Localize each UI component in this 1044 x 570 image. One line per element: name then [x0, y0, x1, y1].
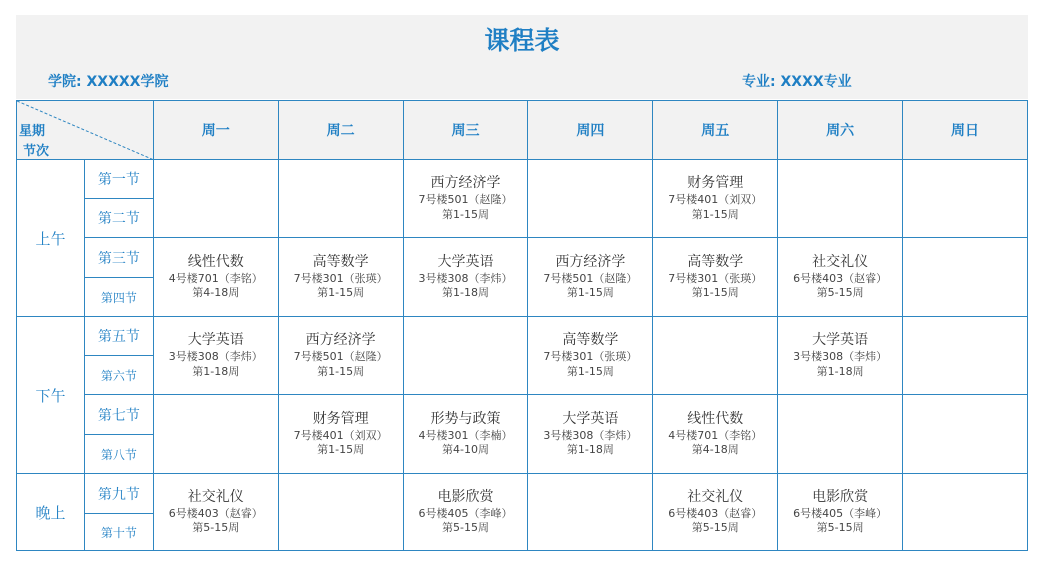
cell-sat-p910: [778, 474, 903, 551]
day-header-sat: 周六: [778, 101, 903, 160]
cell-fri-p78: [653, 395, 778, 474]
course-name: 高等数学: [562, 332, 619, 349]
major-info: [742, 71, 852, 91]
course-location: 7号楼301（张瑛）: [543, 350, 638, 364]
period-4: 第四节: [84, 278, 153, 317]
cell-fri-p12: [653, 160, 778, 238]
course-weeks: 第1-15周: [691, 286, 739, 300]
course-location: 7号楼501（赵隆）: [293, 350, 388, 364]
course-entry: [279, 410, 403, 459]
course-entry: [528, 410, 652, 459]
course-weeks: 第1-18周: [442, 286, 490, 300]
cell-fri-p910: [653, 474, 778, 551]
course-entry: [154, 488, 278, 537]
segment-afternoon: 下午: [17, 317, 85, 474]
course-location: 6号楼403（赵睿）: [168, 506, 263, 520]
course-entry: [154, 331, 278, 380]
course-name: 高等数学: [687, 253, 744, 270]
course-location: 7号楼501（赵隆）: [418, 193, 513, 207]
course-weeks: 第1-15周: [566, 364, 614, 378]
day-header-wed: 周三: [403, 101, 528, 160]
course-weeks: 第5-15周: [442, 521, 490, 535]
course-name: 大学英语: [437, 253, 494, 270]
college-value: XXXXX学院: [86, 74, 169, 90]
course-location: 6号楼403（赵睿）: [668, 506, 763, 520]
course-weeks: 第4-10周: [442, 443, 490, 457]
corner-period-label: 节次: [23, 144, 50, 159]
course-entry: [404, 174, 528, 223]
course-entry: [279, 331, 403, 380]
course-entry: [528, 331, 652, 380]
period-3: 第三节: [84, 238, 153, 278]
cell-sun-p34: [903, 238, 1028, 317]
course-location: 6号楼405（李峰）: [793, 506, 888, 520]
cell-mon-p34: [153, 238, 278, 317]
table-row: [17, 317, 1028, 356]
course-weeks: 第1-15周: [566, 286, 614, 300]
course-location: 3号楼308（李炜）: [543, 428, 638, 442]
cell-mon-p56: [153, 317, 278, 395]
period-5: 第五节: [84, 317, 153, 356]
course-name: 线性代数: [687, 410, 744, 427]
course-weeks: 第1-18周: [192, 364, 240, 378]
cell-wed-p78: [403, 395, 528, 474]
course-location: 3号楼308（李炜）: [418, 271, 513, 285]
day-header-tue: 周二: [278, 101, 403, 160]
course-location: 3号楼308（李炜）: [793, 350, 888, 364]
corner-cell: [17, 101, 154, 160]
course-name: 社交礼仪: [187, 488, 244, 505]
cell-wed-p34: [403, 238, 528, 317]
course-entry: [778, 488, 902, 537]
course-name: 西方经济学: [430, 175, 501, 192]
cell-mon-p910: [153, 474, 278, 551]
course-location: 6号楼405（李峰）: [418, 506, 513, 520]
course-weeks: 第1-15周: [317, 443, 365, 457]
cell-tue-p34: [278, 238, 403, 317]
day-header-fri: 周五: [653, 101, 778, 160]
course-entry: [404, 410, 528, 459]
period-9: 第九节: [84, 474, 153, 514]
course-weeks: 第4-18周: [691, 443, 739, 457]
course-entry: [653, 253, 777, 302]
segment-morning: 上午: [17, 160, 85, 317]
course-weeks: 第4-18周: [192, 286, 240, 300]
period-6: 第六节: [84, 356, 153, 395]
cell-sat-p12: [778, 160, 903, 238]
course-name: 社交礼仪: [812, 253, 869, 270]
schedule-table: [16, 100, 1028, 551]
cell-sun-p78: [903, 395, 1028, 474]
course-name: 西方经济学: [305, 332, 376, 349]
course-name: 高等数学: [312, 253, 369, 270]
course-location: 7号楼401（刘双）: [668, 193, 763, 207]
college-info: [48, 71, 168, 91]
course-location: 7号楼401（刘双）: [293, 428, 388, 442]
table-row: [17, 238, 1028, 278]
course-entry: [154, 253, 278, 302]
cell-sun-p56: [903, 317, 1028, 395]
period-7: 第七节: [84, 395, 153, 435]
cell-fri-p34: [653, 238, 778, 317]
table-row: [17, 160, 1028, 199]
course-name: 形势与政策: [430, 410, 501, 427]
cell-tue-p910: [278, 474, 403, 551]
course-weeks: 第5-15周: [192, 521, 240, 535]
day-header-thu: 周四: [528, 101, 653, 160]
course-weeks: 第1-15周: [317, 286, 365, 300]
course-weeks: 第1-15周: [691, 207, 739, 221]
course-location: 4号楼701（李铭）: [668, 428, 763, 442]
timetable-header: [16, 15, 1028, 99]
course-location: 3号楼308（李炜）: [168, 350, 263, 364]
course-entry: [653, 410, 777, 459]
period-1: 第一节: [84, 160, 153, 199]
cell-wed-p910: [403, 474, 528, 551]
major-value: XXXX专业: [780, 74, 852, 90]
cell-tue-p56: [278, 317, 403, 395]
cell-sun-p910: [903, 474, 1028, 551]
table-row: [17, 474, 1028, 514]
corner-week-label: 星期: [19, 124, 46, 139]
cell-thu-p56: [528, 317, 653, 395]
cell-mon-p78: [153, 395, 278, 474]
cell-thu-p910: [528, 474, 653, 551]
course-weeks: 第5-15周: [816, 286, 864, 300]
cell-wed-p56: [403, 317, 528, 395]
course-location: 7号楼301（张瑛）: [668, 271, 763, 285]
cell-mon-p12: [153, 160, 278, 238]
course-location: 6号楼403（赵睿）: [793, 271, 888, 285]
day-header-mon: 周一: [153, 101, 278, 160]
course-entry: [778, 331, 902, 380]
course-name: 电影欣赏: [812, 488, 869, 505]
course-entry: [653, 174, 777, 223]
course-entry: [404, 253, 528, 302]
course-name: 财务管理: [312, 410, 369, 427]
course-weeks: 第1-18周: [566, 443, 614, 457]
cell-sat-p34: [778, 238, 903, 317]
course-location: 4号楼701（李铭）: [168, 271, 263, 285]
course-name: 电影欣赏: [437, 488, 494, 505]
course-weeks: 第1-15周: [317, 364, 365, 378]
course-name: 社交礼仪: [687, 488, 744, 505]
day-header-sun: 周日: [903, 101, 1028, 160]
page-title: 课程表: [484, 26, 560, 55]
course-location: 7号楼301（张瑛）: [293, 271, 388, 285]
table-header-row: [17, 101, 1028, 160]
cell-sat-p78: [778, 395, 903, 474]
cell-fri-p56: [653, 317, 778, 395]
major-label: 专业:: [742, 74, 776, 90]
course-entry: [404, 488, 528, 537]
period-2: 第二节: [84, 199, 153, 238]
timetable-sheet: [16, 15, 1028, 553]
cell-sun-p12: [903, 160, 1028, 238]
cell-wed-p12: [403, 160, 528, 238]
course-weeks: 第1-15周: [442, 207, 490, 221]
segment-evening: 晚上: [17, 474, 85, 551]
course-name: 线性代数: [187, 253, 244, 270]
course-name: 西方经济学: [555, 253, 626, 270]
course-weeks: 第5-15周: [691, 521, 739, 535]
college-label: 学院:: [48, 74, 82, 90]
course-entry: [528, 253, 652, 302]
course-weeks: 第1-18周: [816, 364, 864, 378]
table-row: [17, 395, 1028, 435]
course-weeks: 第5-15周: [816, 521, 864, 535]
course-entry: [778, 253, 902, 302]
cell-thu-p34: [528, 238, 653, 317]
cell-sat-p56: [778, 317, 903, 395]
course-entry: [279, 253, 403, 302]
cell-tue-p78: [278, 395, 403, 474]
course-name: 大学英语: [812, 332, 869, 349]
period-8: 第八节: [84, 435, 153, 474]
course-name: 大学英语: [187, 332, 244, 349]
cell-thu-p12: [528, 160, 653, 238]
course-location: 7号楼501（赵隆）: [543, 271, 638, 285]
course-name: 大学英语: [562, 410, 619, 427]
period-10: 第十节: [84, 514, 153, 551]
cell-thu-p78: [528, 395, 653, 474]
course-entry: [653, 488, 777, 537]
cell-tue-p12: [278, 160, 403, 238]
course-location: 4号楼301（李楠）: [418, 428, 513, 442]
course-name: 财务管理: [687, 175, 744, 192]
